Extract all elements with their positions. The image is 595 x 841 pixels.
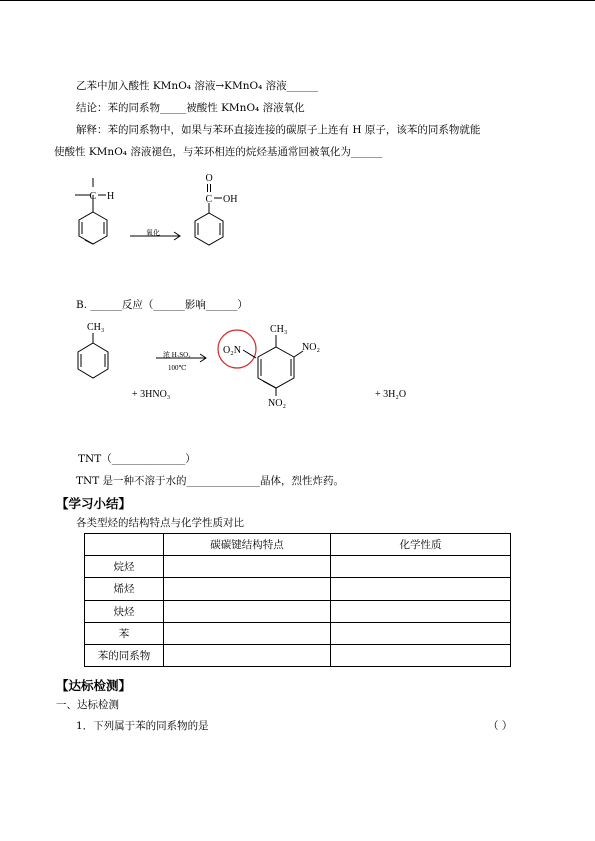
table-cell: [164, 600, 331, 622]
summary-heading: 【学习小结】: [56, 496, 132, 511]
table-row: [85, 600, 511, 622]
benzene-ring-left: [79, 212, 107, 244]
oxygen-label: O: [205, 173, 213, 184]
text-line-3: 解释：苯的同系物中，如果与苯环直接连接的碳原子上连有 H 原子，该苯的同系物就能: [76, 124, 481, 136]
table-cell: [331, 556, 511, 578]
tnt-ring: [258, 347, 294, 388]
test-heading: 【达标检测】: [56, 678, 132, 693]
o2n-label: O₂N: [223, 345, 241, 356]
table-cell: [164, 622, 331, 644]
table-cell: [164, 578, 331, 600]
no2-right: NO₂: [302, 342, 320, 353]
summary-intro: 各类型烃的结构特点与化学性质对比: [76, 517, 244, 529]
hydroxyl-label: OH: [223, 194, 238, 205]
arrow-label-oxidation: 氧化: [146, 229, 160, 237]
table-cell: [331, 578, 511, 600]
table-cell: [331, 644, 511, 666]
nitration-scheme: [60, 318, 440, 413]
table-header-cell: [85, 534, 164, 556]
oxidation-scheme: [60, 165, 260, 265]
table-header-row: [85, 534, 511, 556]
hydrogen-label: H: [107, 191, 115, 202]
bond-o2n: [243, 350, 256, 358]
benzene-ring-right: [195, 213, 223, 245]
row-label: 炔烃: [85, 600, 164, 622]
carbon-c-left: C: [89, 191, 97, 202]
ch3-left: CH₃: [87, 322, 105, 333]
tnt-line-1: TNT（______________）: [78, 453, 196, 465]
table-cell: [164, 556, 331, 578]
no2-bottom: NO₂: [268, 398, 286, 409]
table-row: [85, 622, 511, 644]
table-cell: [331, 622, 511, 644]
question-1: 1．下列属于苯的同系物的是: [76, 720, 209, 732]
row-label: 烯烃: [85, 578, 164, 600]
water-product: + 3H₂O: [375, 389, 407, 400]
row-label: 苯: [85, 622, 164, 644]
test-section-title: 一、达标检测: [56, 699, 119, 711]
toluene-ring: [78, 343, 108, 378]
reaction-b-line: B. ______反应（______影响______）: [76, 299, 248, 311]
table-row: [85, 644, 511, 666]
arrow-bottom-label: 100℃: [168, 364, 187, 372]
page-top-rule: [0, 0, 595, 1]
table-cell: [164, 644, 331, 666]
reagent-hno3: + 3HNO₃: [132, 389, 171, 400]
arrow-top-label: 浓 H₂SO₄: [163, 351, 191, 359]
table-header-cell: 化学性质: [331, 534, 511, 556]
row-label: 烷烃: [85, 556, 164, 578]
question-1-answer-paren: （ ）: [488, 720, 513, 732]
text-line-1: 乙苯中加入酸性 KMnO₄ 溶液→KMnO₄ 溶液______: [76, 80, 319, 92]
tnt-line-2: TNT 是一种不溶于水的______________晶体，烈性炸药。: [76, 475, 345, 487]
table-cell: [331, 600, 511, 622]
text-line-4: 使酸性 KMnO₄ 溶液褪色，与苯环相连的烷烃基通常回被氧化为______: [54, 146, 383, 158]
table-header-cell: 碳碳键结构特点: [164, 534, 331, 556]
table-row: [85, 556, 511, 578]
comparison-table: [84, 533, 511, 667]
carbonyl-c: C: [205, 194, 213, 205]
ch3-right: CH₃: [270, 324, 288, 335]
text-line-2: 结论：苯的同系物_____被酸性 KMnO₄ 溶液氧化: [76, 102, 305, 114]
row-label: 苯的同系物: [85, 644, 164, 666]
table-row: [85, 578, 511, 600]
